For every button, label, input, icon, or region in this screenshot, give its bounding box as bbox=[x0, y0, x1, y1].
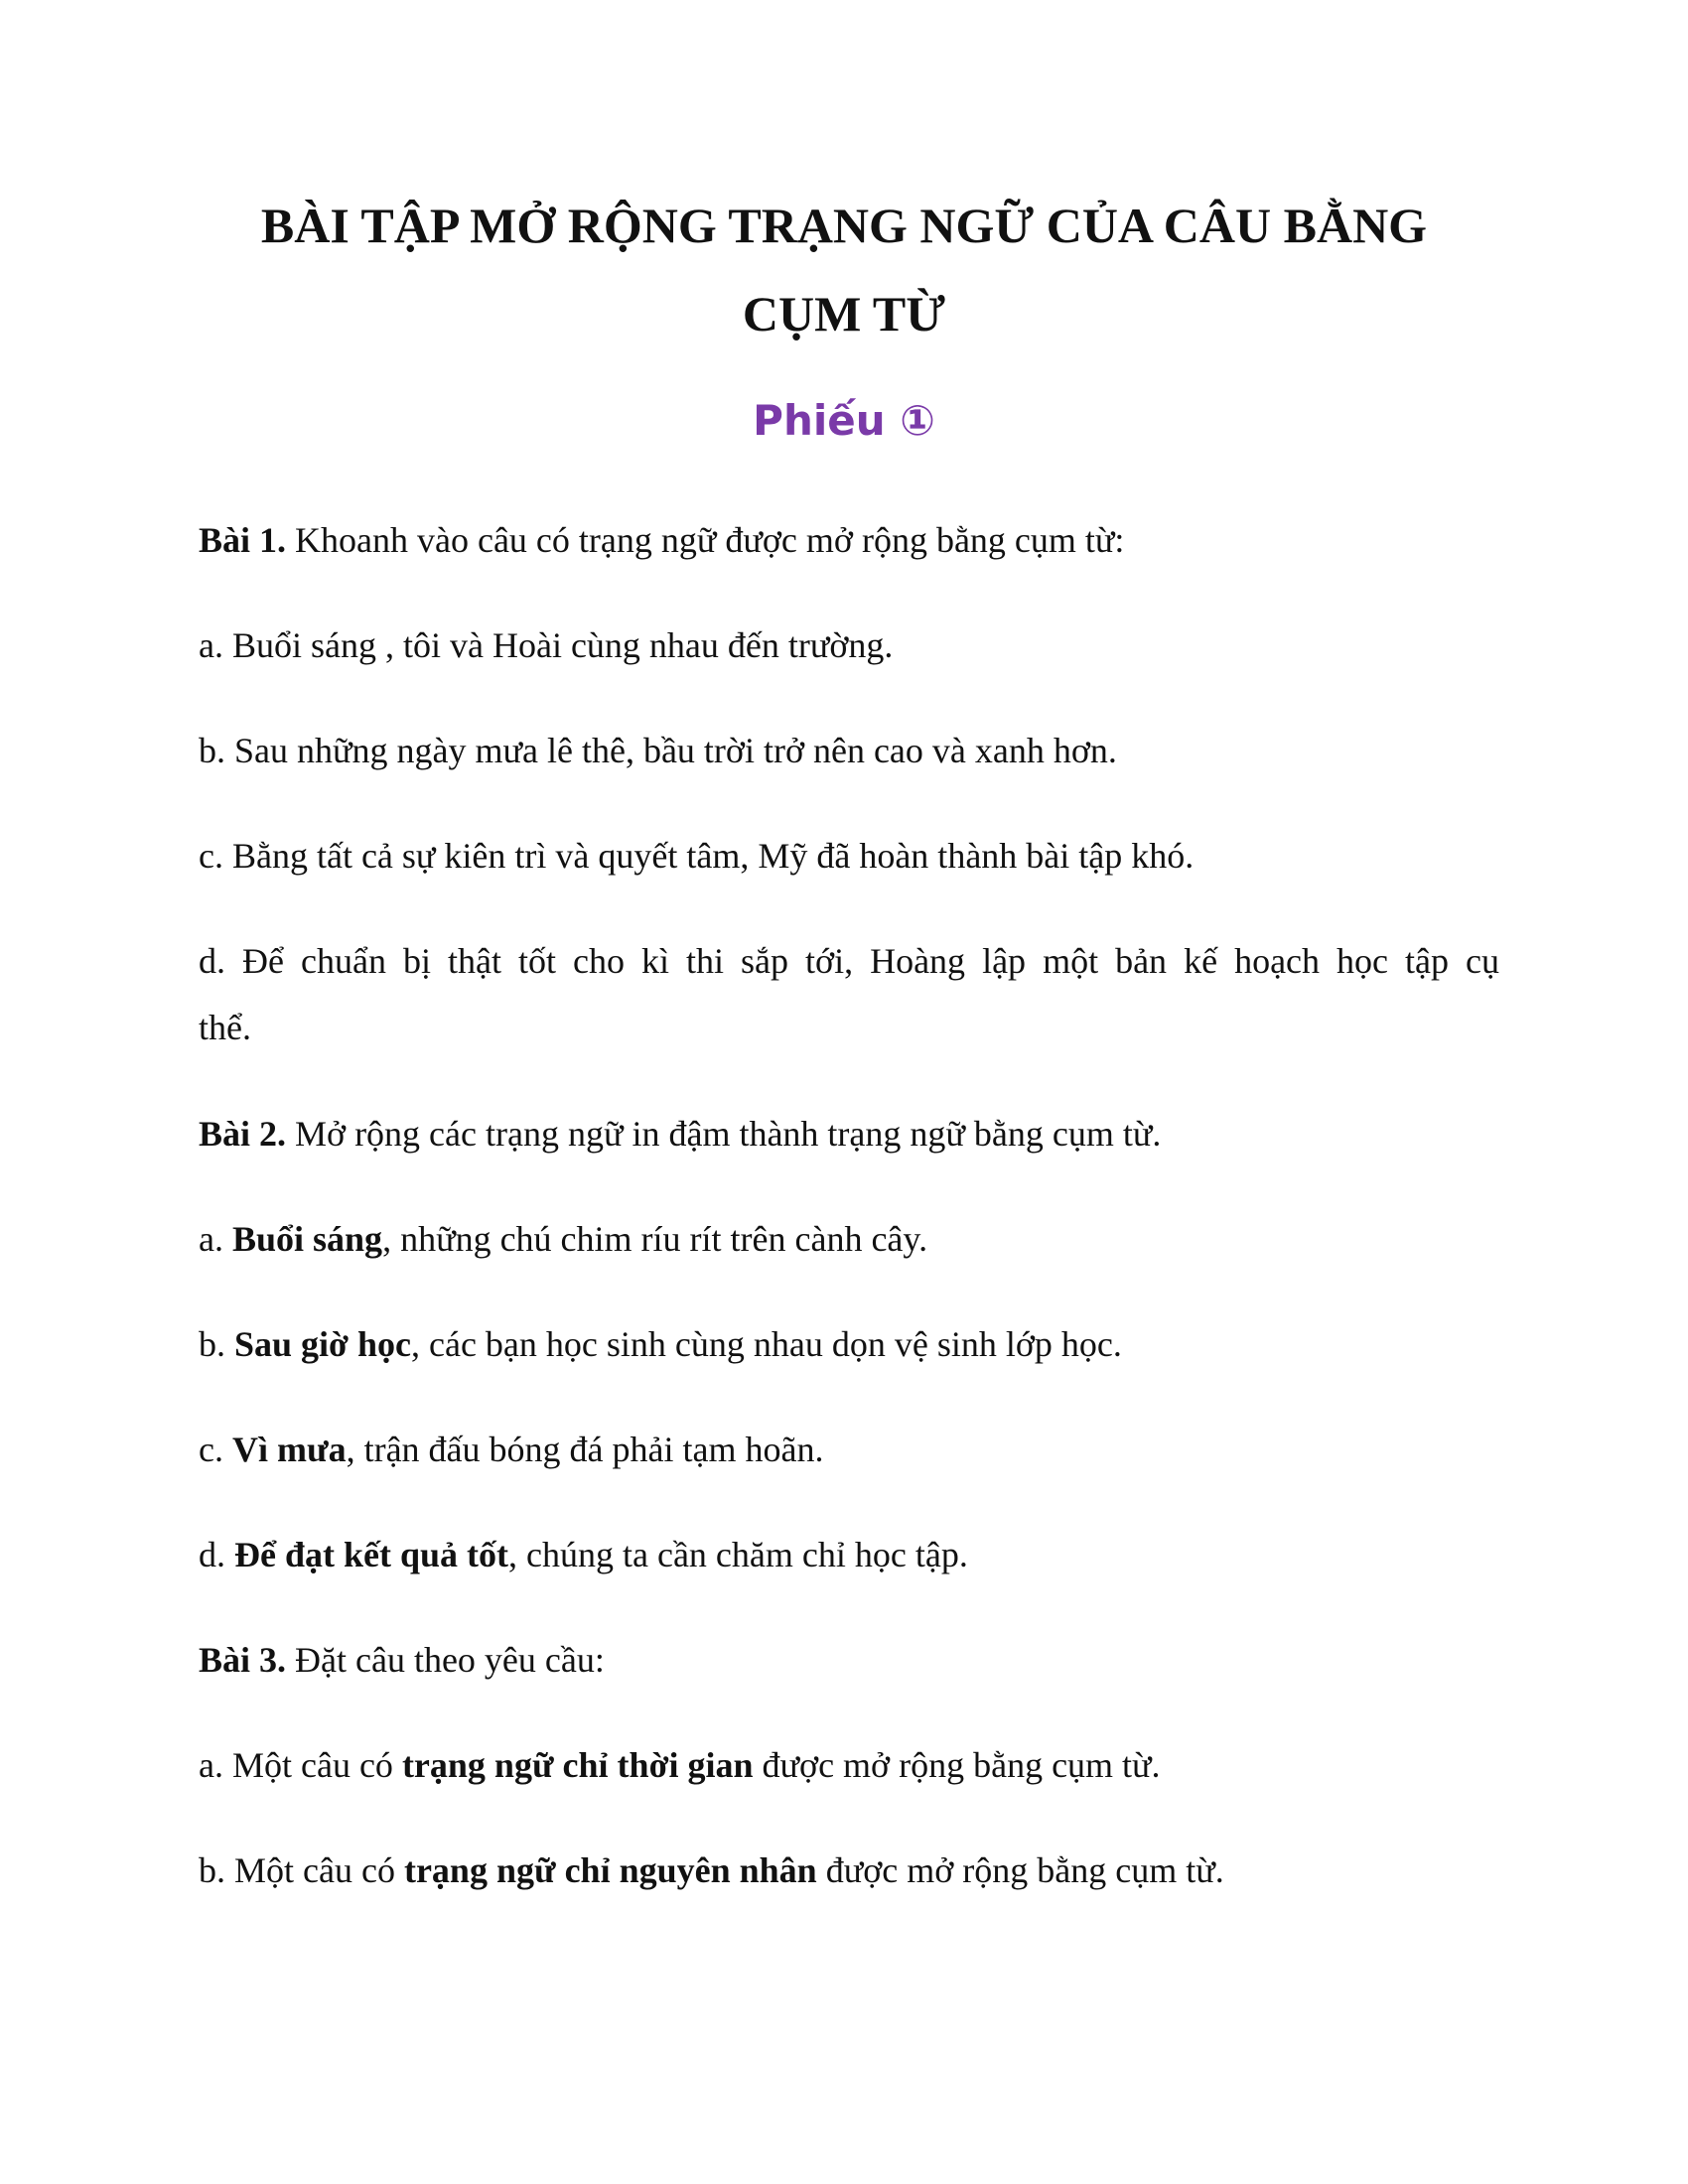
exercise-2-heading bbox=[199, 1112, 1499, 1156]
item-rest: , những chú chim ríu rít trên cành cây. bbox=[382, 1219, 928, 1259]
worksheet-subtitle: Phiếu ① bbox=[753, 396, 935, 445]
exercise-2-item-c bbox=[199, 1428, 1499, 1471]
item-rest: , chúng ta cần chăm chỉ học tập. bbox=[508, 1535, 968, 1574]
bold-adverbial: Vì mưa bbox=[231, 1430, 347, 1469]
bold-adverbial: Buổi sáng bbox=[231, 1219, 383, 1259]
exercise-1-heading bbox=[199, 518, 1499, 562]
exercise-1-item-d-line-1: d. Để chuẩn bị thật tốt cho kì thi sắp tới, Hoàng lập một bản kế hoạch học tập cụ bbox=[199, 941, 1499, 981]
exercise-3-heading bbox=[199, 1638, 1499, 1682]
exercise-3-label: Bài 3. bbox=[199, 1640, 287, 1680]
exercise-2-label: Bài 2. bbox=[199, 1114, 287, 1154]
exercise-2-item-b bbox=[199, 1322, 1499, 1366]
bold-requirement: trạng ngữ chỉ nguyên nhân bbox=[403, 1850, 817, 1890]
worksheet-title-line-1: BÀI TẬP MỞ RỘNG TRẠNG NGỮ CỦA CÂU BẰNG bbox=[260, 198, 1428, 253]
item-rest: được mở rộng bằng cụm từ. bbox=[816, 1850, 1224, 1890]
exercise-2-prompt: Mở rộng các trạng ngữ in đậm thành trạng ngữ bằng cụm từ. bbox=[286, 1114, 1162, 1154]
bold-adverbial: Để đạt kết quả tốt bbox=[234, 1535, 508, 1574]
exercise-2-item-d bbox=[199, 1533, 1499, 1576]
exercise-1-item-b: b. Sau những ngày mưa lê thê, bầu trời trở nên cao và xanh hơn. bbox=[199, 731, 1117, 770]
exercise-1-item-d-line-2: thể. bbox=[199, 1008, 251, 1047]
exercise-3-item-a bbox=[199, 1743, 1499, 1787]
item-prefix: d. bbox=[199, 1535, 234, 1574]
item-rest: được mở rộng bằng cụm từ. bbox=[753, 1745, 1161, 1785]
item-prefix: a. bbox=[199, 1219, 232, 1259]
exercise-1-item-c: c. Bằng tất cả sự kiên trì và quyết tâm, Mỹ đã hoàn thành bài tập khó. bbox=[199, 836, 1195, 876]
item-prefix: a. Một câu có bbox=[199, 1745, 402, 1785]
exercise-3-item-b bbox=[199, 1848, 1499, 1892]
exercise-1-prompt: Khoanh vào câu có trạng ngữ được mở rộng bằng cụm từ: bbox=[286, 520, 1125, 560]
item-rest: , các bạn học sinh cùng nhau dọn vệ sinh lớp học. bbox=[410, 1324, 1122, 1364]
item-prefix: c. bbox=[199, 1430, 232, 1469]
exercise-1-item-a: a. Buổi sáng , tôi và Hoài cùng nhau đến trường. bbox=[199, 625, 894, 665]
exercise-3-prompt: Đặt câu theo yêu cầu: bbox=[286, 1640, 605, 1680]
item-rest: , trận đấu bóng đá phải tạm hoãn. bbox=[346, 1430, 824, 1469]
worksheet-title-line-2: CỤM TỪ bbox=[742, 286, 946, 341]
exercise-2-item-a bbox=[199, 1217, 1499, 1261]
bold-requirement: trạng ngữ chỉ thời gian bbox=[401, 1745, 754, 1785]
item-prefix: b. bbox=[199, 1324, 234, 1364]
exercise-1-label: Bài 1. bbox=[199, 520, 287, 560]
bold-adverbial: Sau giờ học bbox=[234, 1324, 411, 1364]
item-prefix: b. Một câu có bbox=[199, 1850, 404, 1890]
